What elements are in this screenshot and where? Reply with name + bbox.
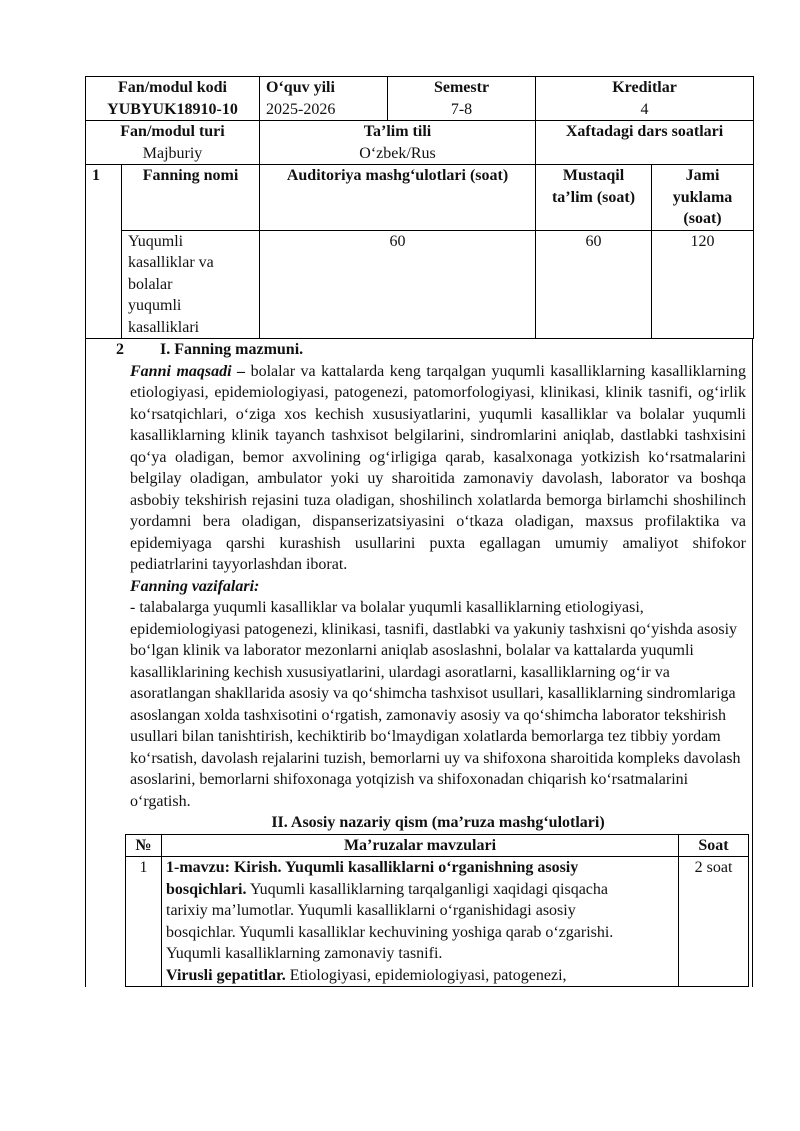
course-content-section [85, 339, 753, 987]
course-info-table [85, 76, 754, 339]
language-value: O‘zbek/Rus [359, 144, 436, 162]
semester-value: 7-8 [450, 100, 473, 118]
independent-study-value: 60 [536, 230, 652, 339]
theory-heading: II. Asosiy nazariy qism (ma’ruza mashg‘ulotlari) [271, 814, 605, 831]
lectures-col-topic: Ma’ruzalar mavzulari [162, 834, 679, 857]
lecture-topic-text: Yuqumli kasalliklarning tarqalganligi xaqidagi qisqacha tarixiy ma’lumotlar. Yuqumli kasalliklarni o‘rganishidagi asosiy bosqichlar. Yuqumli kasalliklar kechuvining yoshiga qarab o‘zgarishi. Yuqumli kasalliklarning zamonaviy tasnifi. [166, 880, 614, 962]
total-load-label: Jami yuklama (soat) [652, 165, 754, 231]
lectures-col-hours: Soat [679, 834, 749, 857]
lectures-col-number: № [126, 834, 162, 857]
row-number: 1 [86, 165, 122, 339]
lecture-topic [162, 857, 679, 987]
semester-label: Semestr [433, 79, 490, 96]
section-heading: I. Fanning mazmuni. [160, 341, 304, 358]
independent-study-label: Mustaqil ta’lim (soat) [536, 165, 652, 231]
language-label: Ta’lim tili [363, 123, 432, 140]
course-type-value: Majburiy [142, 144, 203, 162]
document-page [85, 76, 753, 987]
auditorium-hours-value: 60 [260, 230, 536, 339]
language-cell [260, 121, 536, 165]
course-tasks-text: - talabalarga yuqumli kasalliklar va bolalar yuqumli kasalliklarning etiologiyasi, epidemiologiyasi patogenezi, klinikasi, tasnifi, dastlabki va yakuniy tashxisni qo‘yishda asosiy bo‘lgan klinik va laborator mezonlarni aniqlab asoslashni, bolalar va kattalarda yuqumli kasalliklarining kechish xususiyatlarini, ulardagi asoratlarni, kasalliklarning og‘ir va asoratlangan shakllarida asosiy va qo‘shimcha tashxisot usullari, kasalliklarning sindromlariga asoslangan xolda tashxisotini o‘rgatish, zamonaviy asosiy va qo‘shimcha laborator tekshirish usullari bilan tanishtirish, kechiktirib bo‘lmaydigan xolatlarda bemorlarga tez tibbiy yordam ko‘rsatish, davolash rejalarini tuzish, bemorlarni uy va shifoxona sharoitida kompleks davolash asoslarini, bemorlarni shifoxonaga yotqizish va shifoxonadan chiqarish ko‘rsatmalarini o‘rgatish. [130, 599, 741, 810]
lecture-number: 1 [126, 857, 162, 987]
subject-name-value: Yuqumli kasalliklar va bolalar yuqumli kasalliklari [122, 230, 260, 339]
course-goal-text: bolalar va kattalarda keng tarqalgan yuqumli kasalliklarning kasalliklarning etiologiyasi, epidemiologiyasi, patogenezi, patomorfologiyasi, klinikasi, klinik tasnifi, og‘irlik ko‘rsatqichlari, o‘ziga xos kechish xususiyatlarini, yuqumli kasalliklar va bolalar yuqumli kasalliklarning klinik tayanch tashxisot belgilarini, sindromlarini aniqlab, dastlabki tashxisini qo‘ya oladigan, bemor axvolining og‘irligiga qarab, kasalxonaga yotkizish ko‘rsatmalarini belgilay oladigan, ambulator yoki uy sharoitida zamonaviy davolash, laborator va boshqa asbobiy tekshirish rejasini tuza oladigan, shoshilinch xolatlarda bemorga birlamchi shoshilinch yordamni bera oladigan, dispanserizatsiyasini o‘tkaza oladigan, maxsus profilaktika va epidemiyaga qarshi kurashish usullarini puxta egallagan umumiy amaliyot shifokor pediatrlarini tayyorlashdan iborat. [130, 362, 746, 573]
table-row [126, 857, 749, 987]
lecture-topic-title: 1-mavzu: Kirish. Yuqumli kasalliklarni o‘rganishning asosiy bosqichlari. [166, 859, 579, 898]
course-type-label: Fan/modul turi [120, 123, 225, 140]
course-code-cell [86, 77, 260, 121]
course-goal-label: Fanni maqsadi – [130, 362, 246, 380]
weekly-hours-label: Xaftadagi dars soatlari [565, 123, 724, 140]
course-goal-paragraph [130, 361, 746, 576]
academic-year-cell [260, 77, 388, 121]
lecture-topic-subtitle: Virusli gepatitlar. [166, 966, 286, 984]
section-number: 2 [116, 341, 124, 358]
course-code-label: Fan/modul kodi [118, 79, 227, 96]
academic-year-label: O‘quv yili [266, 79, 335, 96]
credits-label: Kreditlar [612, 79, 677, 96]
lecture-hours: 2 soat [679, 857, 749, 987]
credits-value: 4 [640, 100, 649, 118]
course-type-cell [86, 121, 260, 165]
credits-cell [536, 77, 754, 121]
academic-year-value: 2025-2026 [266, 100, 336, 118]
total-load-value: 120 [652, 230, 754, 339]
lecture-topic-subtext: Etiologiyasi, epidemiologiyasi, patogenezi, [285, 966, 567, 984]
auditorium-hours-label: Auditoriya mashg‘ulotlari (soat) [260, 165, 536, 231]
semester-cell [388, 77, 536, 121]
weekly-hours-cell [536, 121, 754, 165]
subject-name-label: Fanning nomi [122, 165, 260, 231]
course-code-value: YUBYUK18910-10 [107, 100, 238, 118]
course-tasks-label: Fanning vazifalari: [130, 577, 260, 595]
lectures-table [125, 834, 749, 988]
